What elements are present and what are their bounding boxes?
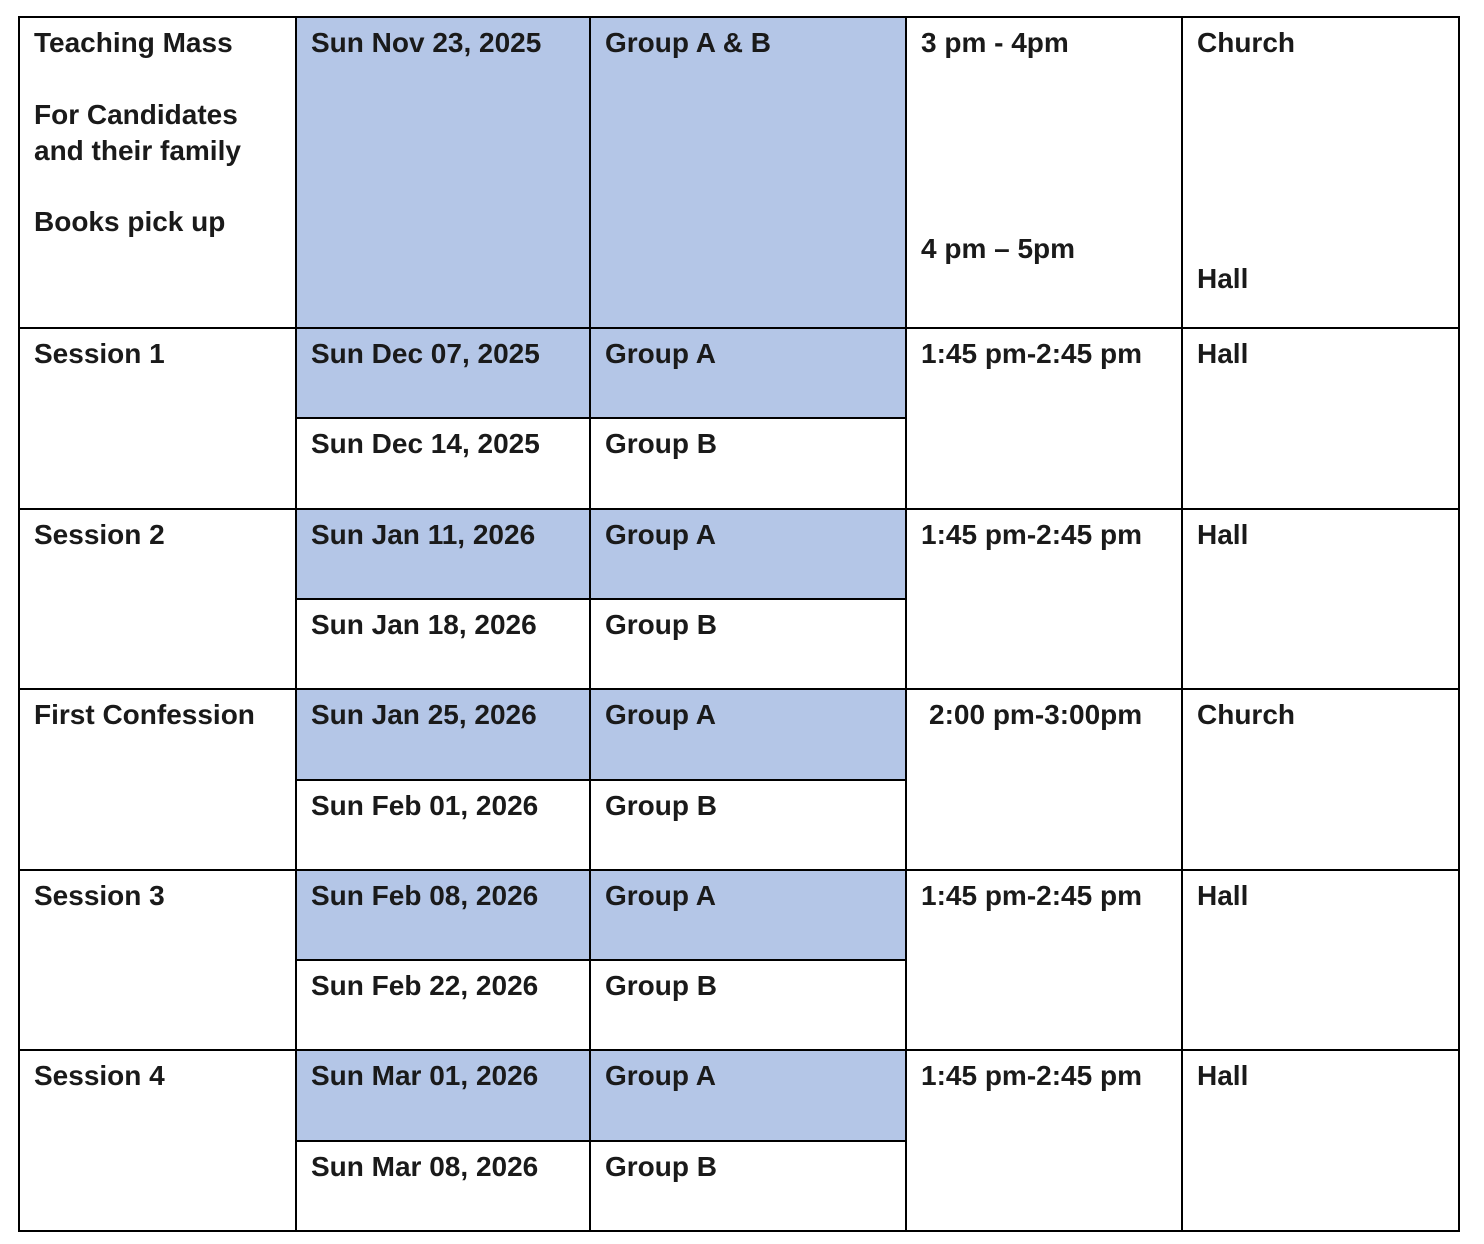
event-cell: Session 4 — [19, 1050, 296, 1231]
event-cell: First Confession — [19, 689, 296, 870]
time-cell: 1:45 pm-2:45 pm — [906, 870, 1182, 1051]
time-cell — [906, 17, 1182, 328]
group-cell: Group B — [590, 960, 906, 1050]
group-cell: Group A — [590, 689, 906, 779]
date-cell: Sun Dec 14, 2025 — [296, 418, 590, 508]
event-label: For Candidates — [34, 98, 238, 130]
time-cell: 2:00 pm-3:00pm — [906, 689, 1182, 870]
date-cell: Sun Jan 25, 2026 — [296, 689, 590, 779]
time-cell: 1:45 pm-2:45 pm — [906, 509, 1182, 690]
table-row — [19, 689, 1459, 779]
time-label: 3 pm - 4pm — [921, 27, 1069, 58]
location-label: Church — [1197, 27, 1295, 58]
date-cell: Sun Feb 01, 2026 — [296, 780, 590, 870]
group-cell: Group B — [590, 1141, 906, 1231]
group-cell: Group B — [590, 780, 906, 870]
event-label: and their family — [34, 134, 241, 166]
event-cell — [19, 17, 296, 328]
event-label: Teaching Mass — [34, 27, 233, 58]
table-row — [19, 509, 1459, 599]
table-row — [19, 17, 1459, 328]
location-cell: Hall — [1182, 1050, 1459, 1231]
location-cell: Hall — [1182, 870, 1459, 1051]
date-cell: Sun Jan 11, 2026 — [296, 509, 590, 599]
date-cell: Sun Nov 23, 2025 — [296, 17, 590, 328]
group-cell: Group B — [590, 418, 906, 508]
event-cell: Session 1 — [19, 328, 296, 509]
date-cell: Sun Jan 18, 2026 — [296, 599, 590, 689]
group-cell: Group A — [590, 509, 906, 599]
event-cell: Session 2 — [19, 509, 296, 690]
schedule-table — [18, 16, 1460, 1232]
group-cell: Group A — [590, 328, 906, 418]
date-cell: Sun Feb 08, 2026 — [296, 870, 590, 960]
time-cell: 1:45 pm-2:45 pm — [906, 1050, 1182, 1231]
table-row — [19, 328, 1459, 418]
date-cell: Sun Mar 01, 2026 — [296, 1050, 590, 1140]
location-cell: Church — [1182, 689, 1459, 870]
table-row — [19, 870, 1459, 960]
date-cell: Sun Dec 07, 2025 — [296, 328, 590, 418]
location-cell: Hall — [1182, 328, 1459, 509]
group-cell: Group A — [590, 1050, 906, 1140]
group-cell: Group A & B — [590, 17, 906, 328]
group-cell: Group A — [590, 870, 906, 960]
time-cell: 1:45 pm-2:45 pm — [906, 328, 1182, 509]
group-cell: Group B — [590, 599, 906, 689]
event-cell: Session 3 — [19, 870, 296, 1051]
location-cell: Hall — [1182, 509, 1459, 690]
time-label: 4 pm – 5pm — [921, 232, 1076, 264]
date-cell: Sun Mar 08, 2026 — [296, 1141, 590, 1231]
event-label: Books pick up — [34, 206, 226, 238]
location-label: Hall — [1197, 262, 1249, 294]
location-cell — [1182, 17, 1459, 328]
date-cell: Sun Feb 22, 2026 — [296, 960, 590, 1050]
table-row — [19, 1050, 1459, 1140]
